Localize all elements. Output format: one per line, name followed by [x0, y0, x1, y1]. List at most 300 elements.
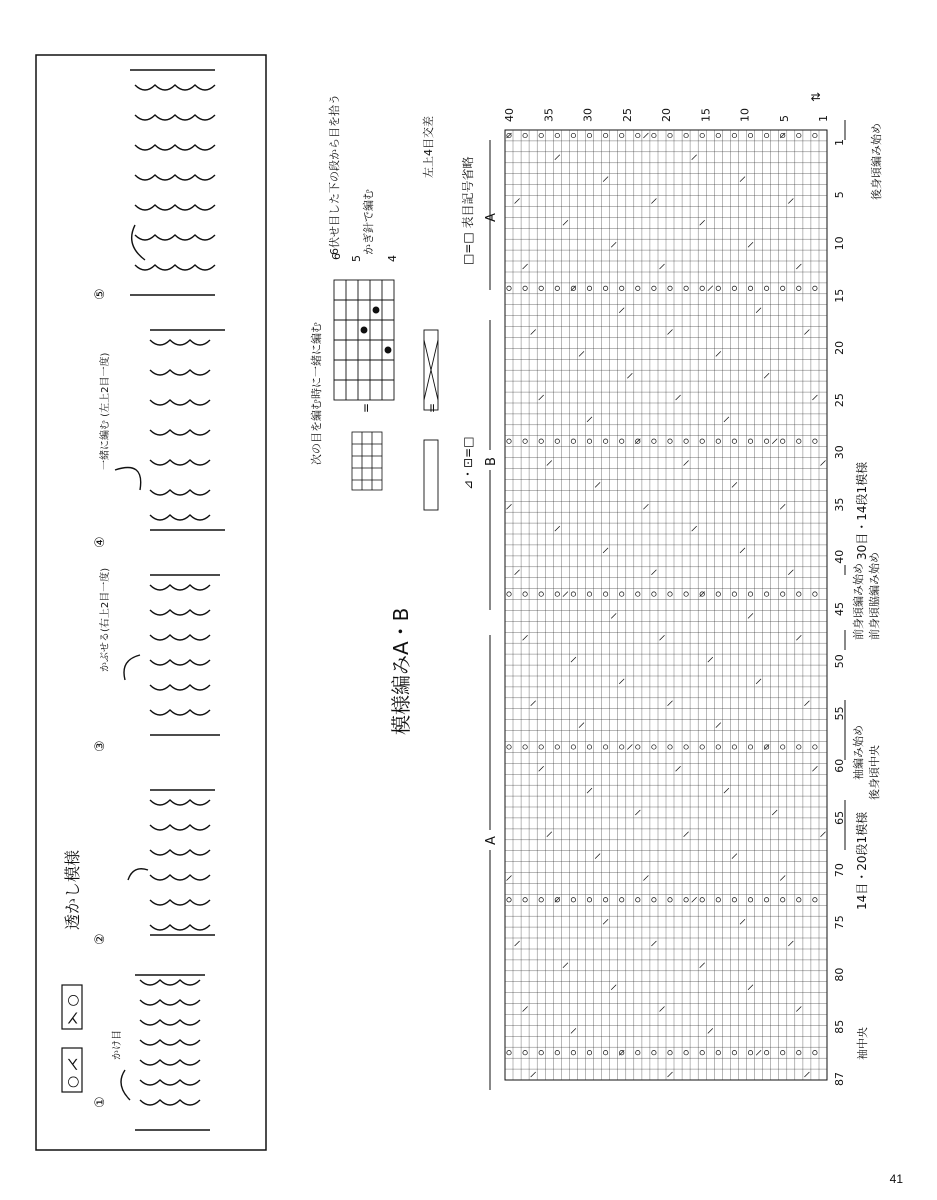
yarn-over-mark	[523, 745, 527, 749]
yarn-over-mark	[781, 592, 785, 596]
stitch-number: 75	[833, 915, 846, 930]
yarn-over-mark	[571, 439, 575, 443]
yarn-over-mark	[748, 439, 752, 443]
yarn-over-mark	[539, 745, 543, 749]
section-label-a-top: A	[484, 213, 499, 222]
legend-swatch-grid	[352, 432, 382, 490]
openwork-title: 透かし模様	[63, 849, 82, 930]
decrease-mark	[595, 482, 600, 487]
yarn-over-mark	[813, 286, 817, 290]
front-start-label: 前身頃編み始め	[852, 563, 865, 640]
yarn-over-mark	[716, 133, 720, 137]
decrease-mark	[788, 199, 793, 204]
decrease-mark	[821, 461, 826, 466]
decrease-mark	[804, 701, 809, 706]
front-sleeve-start-label: 前身頃脇編み始め	[868, 552, 881, 640]
decrease-mark	[692, 155, 697, 160]
back-neck-center-label: 後身頃中央	[868, 745, 881, 800]
yarn-over-mark	[700, 745, 704, 749]
yarn-over-mark	[539, 133, 543, 137]
yarn-over-mark	[539, 592, 543, 596]
yarn-over-mark	[813, 745, 817, 749]
page-number: 41	[889, 1172, 903, 1186]
decrease-mark	[756, 1050, 761, 1055]
yarn-over-mark	[781, 439, 785, 443]
yarn-over-mark	[652, 133, 656, 137]
yarn-over-mark	[620, 745, 624, 749]
symbol-box-1	[62, 1048, 82, 1092]
legend-cross6-note3: かぎ針で編む	[362, 189, 375, 255]
yarn-over-mark	[652, 439, 656, 443]
decrease-mark	[788, 570, 793, 575]
decrease-mark	[756, 308, 761, 313]
decrease-mark	[756, 679, 761, 684]
yarn-over-mark	[781, 745, 785, 749]
legend-cross4-block	[424, 330, 438, 510]
yarn-over-mark	[684, 898, 688, 902]
yarn-over-mark	[748, 286, 752, 290]
yarn-over-mark	[732, 133, 736, 137]
yarn-over-mark	[668, 133, 672, 137]
yarn-over-mark	[781, 1051, 785, 1055]
decrease-mark	[587, 417, 592, 422]
stitch-number-labels	[833, 139, 846, 1086]
yarn-over-mark	[748, 133, 752, 137]
decrease-mark	[643, 876, 648, 881]
yarn-over-mark	[684, 592, 688, 596]
yarn-over-mark	[700, 133, 704, 137]
yarn-over-mark	[603, 898, 607, 902]
decrease-mark	[563, 220, 568, 225]
yarn-over-mark	[539, 439, 543, 443]
decrease-mark	[595, 854, 600, 859]
yarn-over-mark	[652, 286, 656, 290]
decrease-mark	[788, 941, 793, 946]
decrease-mark	[515, 199, 520, 204]
decrease-mark	[547, 832, 552, 837]
stitch-number: 60	[833, 758, 846, 773]
yarn-over-mark	[652, 592, 656, 596]
yarn-over-mark	[764, 898, 768, 902]
decrease-mark	[611, 985, 616, 990]
yarn-over-mark	[764, 439, 768, 443]
yarn-over-mark	[764, 592, 768, 596]
decrease-mark	[812, 395, 817, 400]
yarn-over-mark	[668, 1051, 672, 1055]
decrease-mark	[571, 1028, 576, 1033]
yarn-over-mark	[684, 439, 688, 443]
legend-cross6-block	[334, 280, 394, 400]
stitch-number: 30	[833, 445, 846, 460]
yarn-over-mark	[620, 133, 624, 137]
decrease-mark	[531, 330, 536, 335]
row-number: 15	[699, 108, 713, 122]
yarn-over-mark	[636, 898, 640, 902]
yarn-over-mark	[636, 133, 640, 137]
yarn-over-mark	[523, 592, 527, 596]
decrease-mark	[676, 395, 681, 400]
stitch-number: 5	[833, 191, 846, 199]
decrease-mark	[643, 504, 648, 509]
yarn-over-mark	[700, 1051, 704, 1055]
decrease-mark	[523, 1007, 528, 1012]
stitch-number: 45	[833, 602, 846, 616]
decrease-mark	[611, 613, 616, 618]
yarn-over-mark	[797, 592, 801, 596]
openwork-box	[36, 55, 266, 1150]
yarn-over-mark	[603, 133, 607, 137]
yarn-over-mark	[700, 286, 704, 290]
knit-illustration-2	[128, 790, 215, 935]
decrease-mark	[804, 330, 809, 335]
decrease-mark	[724, 417, 729, 422]
yarn-over-mark	[523, 133, 527, 137]
yarn-over-mark	[668, 898, 672, 902]
legend-cross4-label: 左上4目交差	[422, 116, 435, 178]
yarn-over-mark	[716, 592, 720, 596]
row-number: 20	[660, 108, 673, 122]
direction-arrows: ⇅	[809, 91, 823, 102]
decrease-mark	[764, 373, 769, 378]
symbol-box-2	[62, 985, 82, 1029]
yarn-over-mark	[571, 133, 575, 137]
yarn-over-mark	[797, 1051, 801, 1055]
yarn-over-mark	[781, 898, 785, 902]
yarn-over-mark	[748, 592, 752, 596]
step-1-note: かけ目	[112, 1030, 123, 1060]
decrease-mark	[732, 854, 737, 859]
row-number-labels	[503, 108, 830, 122]
decrease-mark	[716, 351, 721, 356]
yarn-over-mark	[668, 592, 672, 596]
decrease-mark	[660, 1007, 665, 1012]
yarn-over-mark	[523, 286, 527, 290]
yarn-over-mark	[652, 1051, 656, 1055]
pattern-repeat-a-label: 14目・20段1模様	[855, 811, 869, 910]
yarn-over-mark	[603, 592, 607, 596]
yarn-over-mark	[587, 133, 591, 137]
decrease-mark	[772, 810, 777, 815]
step-3-note: かぶせる(右上2目一度)	[100, 567, 111, 672]
row-number: 25	[620, 108, 634, 122]
yarn-over-mark	[668, 286, 672, 290]
yarn-over-mark	[507, 439, 511, 443]
yarn-over-mark	[587, 592, 591, 596]
stitch-number: 87	[833, 1072, 846, 1086]
yarn-over-mark	[620, 898, 624, 902]
yarn-over-mark	[797, 439, 801, 443]
yarn-over-mark	[716, 898, 720, 902]
yarn-over-mark	[797, 133, 801, 137]
yarn-over-mark	[571, 898, 575, 902]
yarn-over-mark	[636, 745, 640, 749]
decrease-mark	[627, 373, 632, 378]
decrease-mark	[700, 220, 705, 225]
knit-illustration-4	[115, 330, 225, 530]
decrease-mark	[772, 439, 777, 444]
decrease-mark	[732, 482, 737, 487]
legend	[309, 94, 475, 510]
yarn-over-mark	[764, 286, 768, 290]
yarn-over-mark	[797, 286, 801, 290]
decrease-mark	[708, 657, 713, 662]
decrease-mark	[635, 810, 640, 815]
decrease-mark	[660, 264, 665, 269]
pattern-title: 模様編みA・B	[389, 607, 413, 735]
yarn-over-mark	[571, 592, 575, 596]
legend-row-4: 4	[386, 255, 399, 262]
yarn-over-mark	[587, 1051, 591, 1055]
stitch-number: 15	[833, 288, 846, 303]
yarn-over-mark	[555, 745, 559, 749]
decrease-mark	[619, 679, 624, 684]
decrease-mark	[796, 264, 801, 269]
decrease-mark	[684, 461, 689, 466]
step-1-num: ①	[93, 1096, 108, 1108]
yarn-over-mark	[587, 286, 591, 290]
decrease-mark	[579, 723, 584, 728]
yarn-over-mark	[732, 745, 736, 749]
yarn-over-mark	[555, 286, 559, 290]
knit-illustration-3	[124, 575, 220, 735]
decrease-mark	[555, 526, 560, 531]
yarn-over-mark	[636, 592, 640, 596]
decrease-mark	[780, 504, 785, 509]
decrease-mark	[531, 1072, 536, 1077]
decrease-mark	[651, 570, 656, 575]
yarn-over-mark	[555, 1051, 559, 1055]
yarn-over-mark	[571, 1051, 575, 1055]
decrease-mark	[660, 635, 665, 640]
decrease-mark	[812, 766, 817, 771]
legend-row-5: 5	[350, 255, 363, 262]
decrease-mark	[796, 635, 801, 640]
decrease-mark	[563, 963, 568, 968]
stitch-number: 25	[833, 393, 846, 408]
stitch-number: 65	[833, 810, 846, 825]
decrease-mark	[579, 351, 584, 356]
decrease-mark	[692, 897, 697, 902]
yarn-over-mark	[748, 898, 752, 902]
yarn-over-mark	[684, 133, 688, 137]
row-number: 40	[503, 108, 516, 122]
yarn-over-mark	[700, 898, 704, 902]
yarn-over-mark	[813, 1051, 817, 1055]
yarn-over-mark	[732, 286, 736, 290]
yarn-over-mark	[684, 286, 688, 290]
yarn-over-mark	[764, 1051, 768, 1055]
yarn-over-mark	[636, 1051, 640, 1055]
pattern-repeat-b-label: 30目・14段1模様	[855, 461, 869, 560]
yarn-over-mark	[507, 592, 511, 596]
stitch-number: 50	[833, 654, 846, 669]
legend-symbol-note: ⊿・⊡=□	[461, 436, 475, 490]
yarn-over-mark	[539, 1051, 543, 1055]
section-label-b: B	[484, 457, 499, 466]
stitch-number: 80	[833, 967, 846, 982]
yarn-over-mark	[523, 1051, 527, 1055]
step-3-num: ③	[93, 740, 108, 752]
yarn-over-mark	[652, 745, 656, 749]
stitch-number: 20	[833, 340, 846, 355]
legend-cross6-note2: 6伏せ目した下の段から目を拾う	[328, 94, 341, 255]
yarn-over-mark	[587, 439, 591, 443]
svg-text:○ ⋌: ○ ⋌	[65, 1057, 81, 1088]
yarn-over-mark	[716, 439, 720, 443]
yarn-over-mark	[555, 439, 559, 443]
yarn-over-mark	[748, 1051, 752, 1055]
stitch-chart	[505, 130, 827, 1080]
yarn-over-mark	[716, 1051, 720, 1055]
decrease-mark	[700, 963, 705, 968]
decrease-mark	[668, 701, 673, 706]
legend-equals-2: =	[425, 402, 439, 413]
yarn-over-mark	[700, 439, 704, 443]
yarn-over-mark	[748, 745, 752, 749]
decrease-mark	[684, 832, 689, 837]
yarn-over-mark	[507, 1051, 511, 1055]
decrease-mark	[708, 286, 713, 291]
yarn-over-mark	[603, 439, 607, 443]
step-4-num: ④	[93, 536, 108, 548]
decrease-mark	[627, 745, 632, 750]
decrease-mark	[563, 592, 568, 597]
yarn-over-mark	[587, 745, 591, 749]
yarn-over-mark	[620, 286, 624, 290]
yarn-over-mark	[571, 745, 575, 749]
yarn-over-mark	[813, 592, 817, 596]
decrease-mark	[643, 133, 648, 138]
svg-text:⋋ ○: ⋋ ○	[65, 994, 81, 1025]
decrease-mark	[507, 876, 512, 881]
yarn-over-mark	[716, 286, 720, 290]
yarn-over-mark	[555, 133, 559, 137]
yarn-over-mark	[797, 745, 801, 749]
decrease-mark	[619, 308, 624, 313]
decrease-mark	[507, 504, 512, 509]
yarn-over-mark	[539, 286, 543, 290]
yarn-over-mark	[732, 1051, 736, 1055]
decrease-mark	[740, 548, 745, 553]
yarn-over-mark	[668, 439, 672, 443]
legend-equals-1: =	[359, 402, 373, 413]
decrease-mark	[668, 1072, 673, 1077]
chart-gridlines	[505, 130, 827, 1080]
yarn-over-mark	[620, 592, 624, 596]
stitch-number: 70	[833, 863, 846, 878]
yarn-over-mark	[620, 439, 624, 443]
yarn-over-mark	[539, 898, 543, 902]
back-start-label: 後身頃編み始め	[870, 123, 883, 200]
yarn-over-mark	[587, 898, 591, 902]
yarn-over-mark	[507, 745, 511, 749]
decrease-mark	[611, 242, 616, 247]
yarn-over-mark	[813, 439, 817, 443]
legend-cross6-note1: 次の目を編む時に一緒に編む	[310, 322, 323, 465]
yarn-over-mark	[603, 745, 607, 749]
yarn-over-mark	[523, 898, 527, 902]
decrease-mark	[523, 264, 528, 269]
decrease-mark	[780, 876, 785, 881]
yarn-over-mark	[716, 745, 720, 749]
yarn-over-mark	[732, 592, 736, 596]
yarn-over-mark	[781, 286, 785, 290]
yarn-over-mark	[764, 133, 768, 137]
decrease-mark	[539, 766, 544, 771]
stitch-number: 55	[833, 706, 846, 721]
step-4-note: 一緒に編む (左上2目一度)	[100, 352, 111, 470]
yarn-over-mark	[813, 898, 817, 902]
decrease-mark	[692, 526, 697, 531]
step-5-num: ⑤	[93, 288, 108, 300]
decrease-mark	[587, 788, 592, 793]
yarn-over-mark	[507, 286, 511, 290]
yarn-over-mark	[684, 745, 688, 749]
decrease-mark	[740, 177, 745, 182]
decrease-mark	[571, 657, 576, 662]
yarn-over-mark	[636, 286, 640, 290]
yarn-over-mark	[732, 898, 736, 902]
decrease-mark	[716, 723, 721, 728]
decrease-mark	[748, 242, 753, 247]
decrease-mark	[539, 395, 544, 400]
yarn-over-mark	[603, 286, 607, 290]
yarn-over-mark	[668, 745, 672, 749]
decrease-mark	[603, 919, 608, 924]
step-2-num: ②	[93, 933, 108, 945]
decrease-mark	[804, 1072, 809, 1077]
decrease-mark	[651, 199, 656, 204]
row-number: 35	[542, 108, 556, 122]
stitch-number: 10	[833, 236, 846, 251]
legend-omit-note: □=□ 表目記号省略	[461, 156, 475, 265]
decrease-mark	[603, 548, 608, 553]
yarn-over-mark	[555, 592, 559, 596]
decrease-mark	[547, 461, 552, 466]
section-label-a-bottom: A	[484, 836, 499, 845]
yarn-over-mark	[813, 133, 817, 137]
decrease-mark	[740, 919, 745, 924]
yarn-over-mark	[652, 898, 656, 902]
stitch-number: 35	[833, 497, 846, 512]
decrease-mark	[555, 155, 560, 160]
stitch-number: 40	[833, 549, 846, 564]
yarn-over-mark	[507, 898, 511, 902]
yarn-over-mark	[684, 1051, 688, 1055]
decrease-mark	[651, 941, 656, 946]
decrease-mark	[748, 613, 753, 618]
row-number: 1	[817, 115, 830, 122]
decrease-mark	[531, 701, 536, 706]
stitch-number: 1	[833, 139, 846, 146]
row-number: 5	[777, 115, 791, 122]
decrease-mark	[821, 832, 826, 837]
row-number: 30	[581, 108, 595, 122]
decrease-mark	[515, 941, 520, 946]
sleeve-center-label: 袖中央	[856, 1027, 869, 1060]
row-number: 10	[738, 108, 752, 122]
decrease-mark	[603, 177, 608, 182]
decrease-mark	[515, 570, 520, 575]
decrease-mark	[676, 766, 681, 771]
yarn-over-mark	[797, 898, 801, 902]
yarn-over-mark	[603, 1051, 607, 1055]
knit-illustration-1	[121, 975, 210, 1130]
decrease-mark	[724, 788, 729, 793]
sleeve-start-label: 袖編み始め	[852, 725, 865, 780]
decrease-mark	[708, 1028, 713, 1033]
yarn-over-mark	[523, 439, 527, 443]
